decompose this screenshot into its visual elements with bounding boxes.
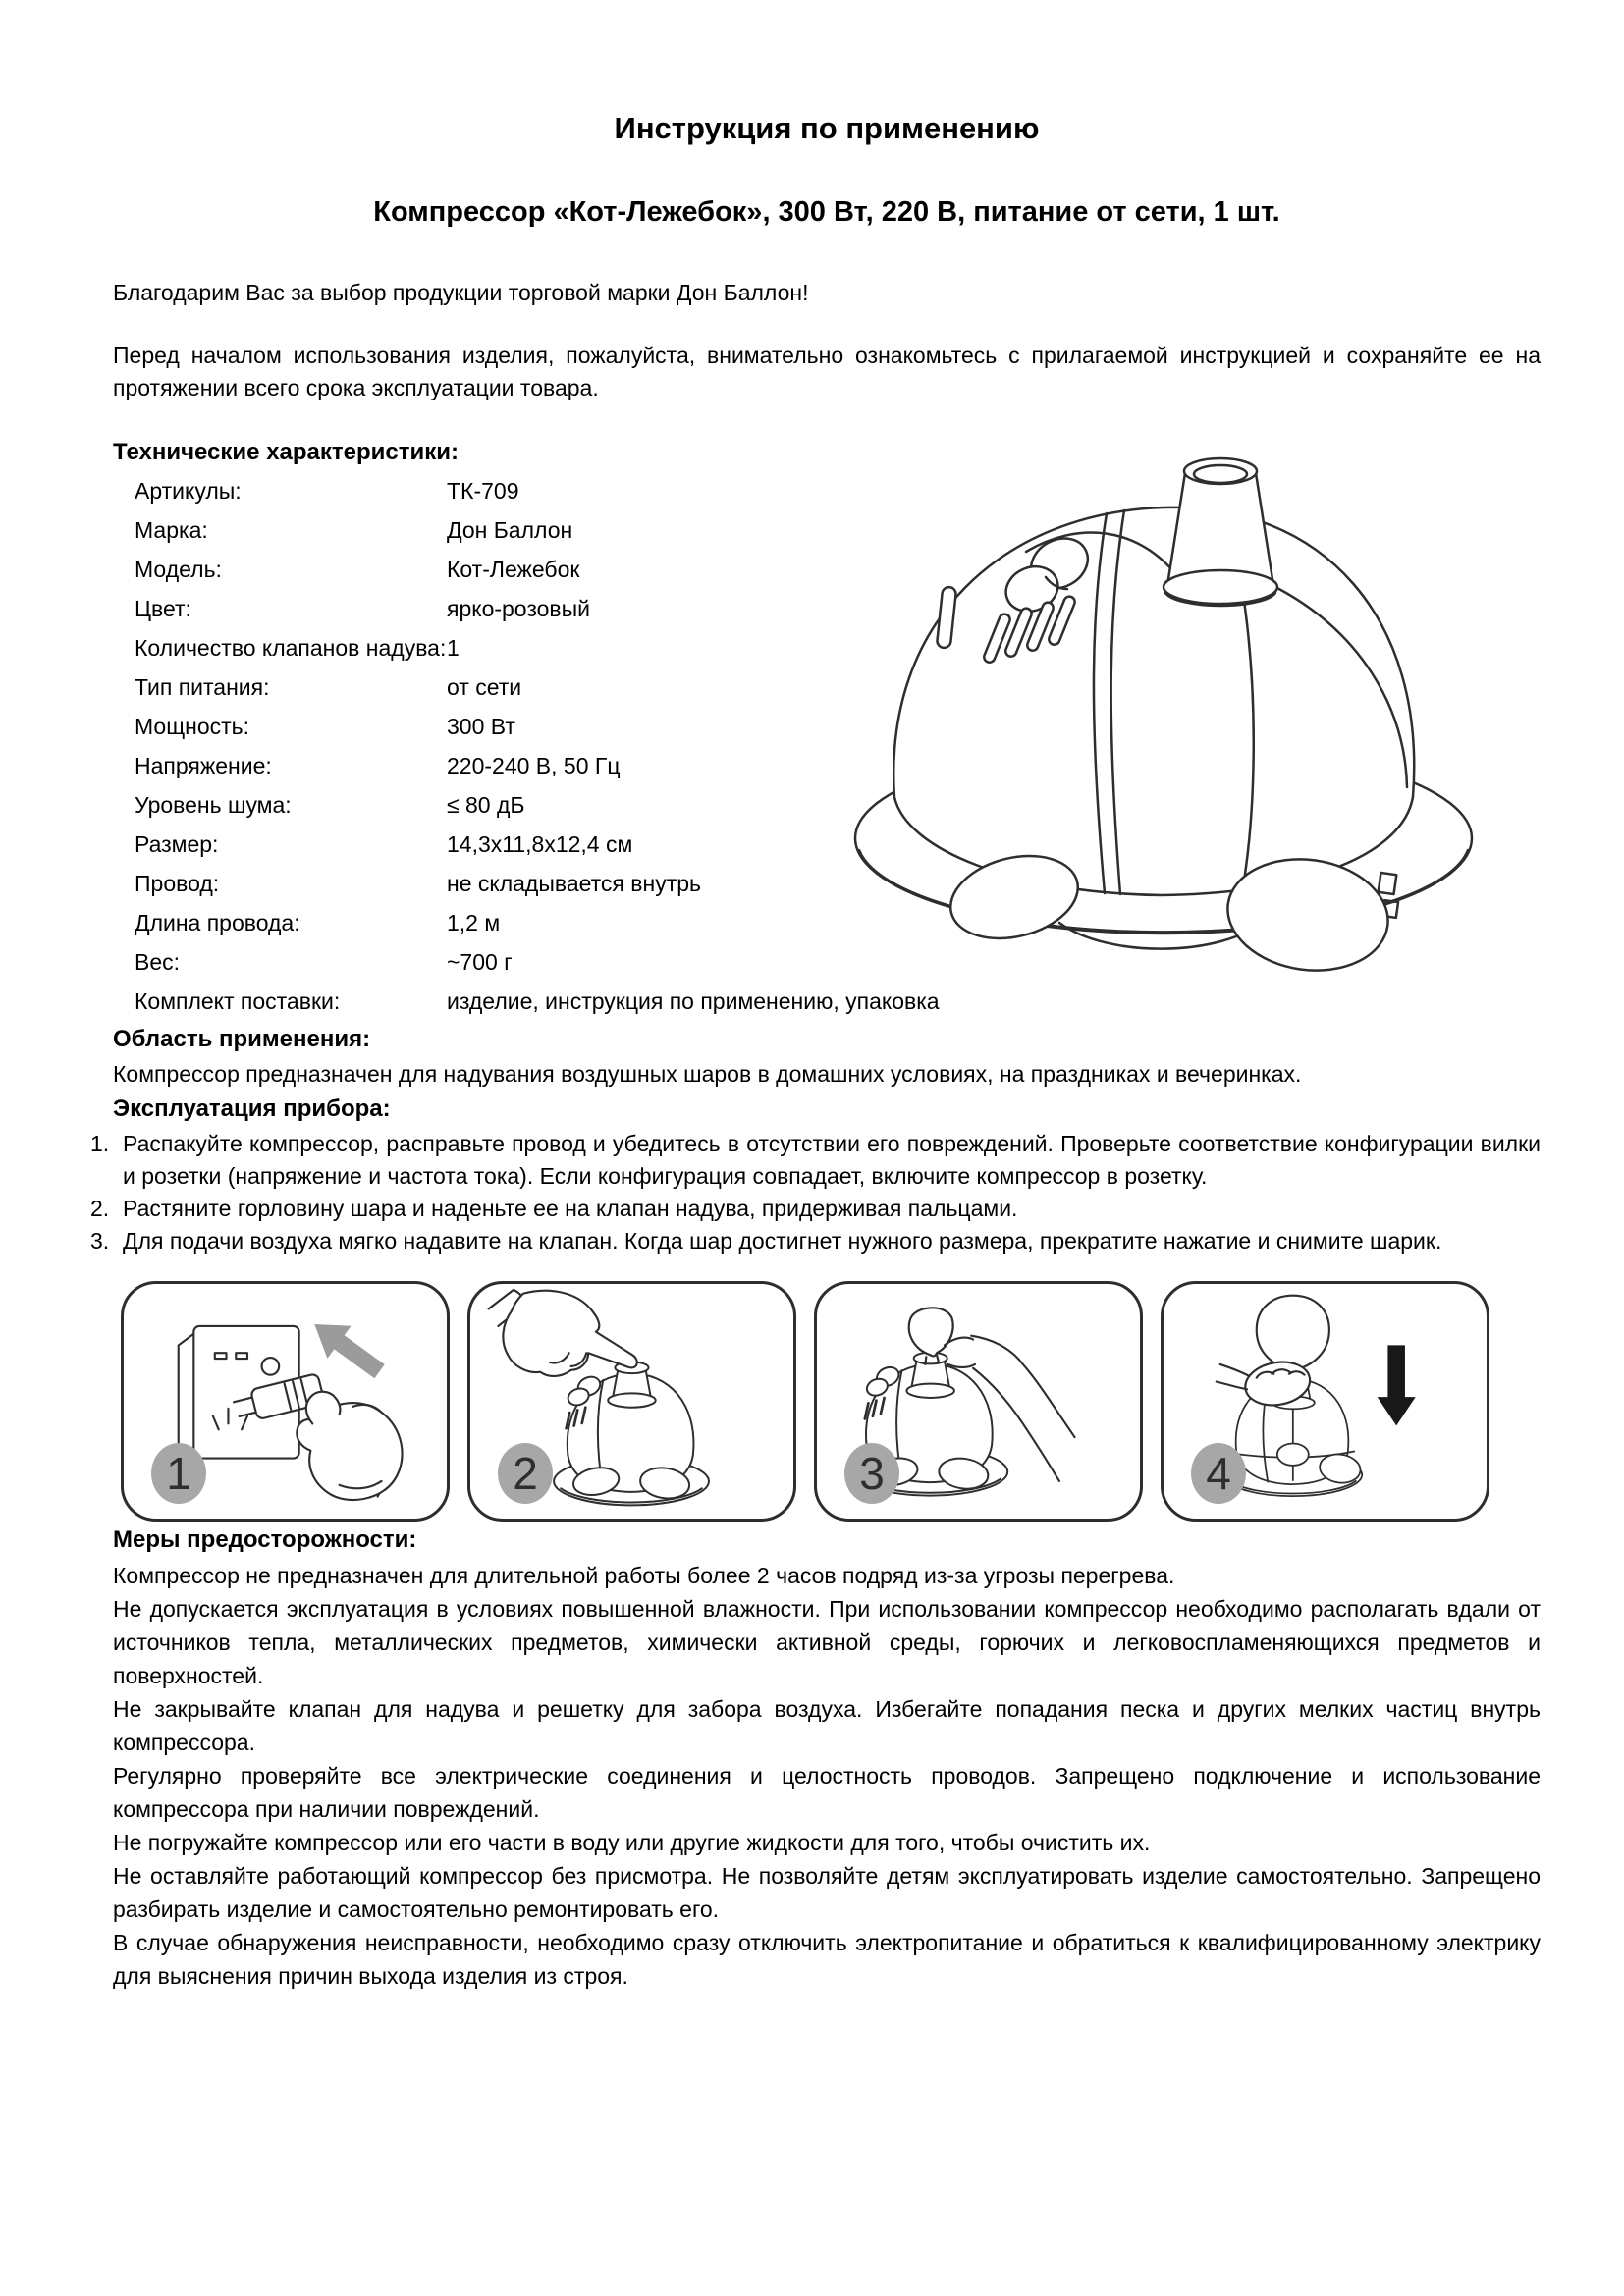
precaution-paragraph: Не оставляйте работающий компрессор без присмотра. Не позволяйте детям эксплуатировать изделие самостоятельно. Запрещено разбирать изделие и самостоятельно ремонтировать его. (113, 1863, 1541, 1922)
list-item-text: Для подачи воздуха мягко надавите на клапан. Когда шар достигнет нужного размера, прекратите нажатие и снимите шарик. (123, 1228, 1442, 1254)
spec-value: ярко-розовый (447, 595, 591, 621)
spec-value: не складывается внутрь (447, 870, 701, 896)
spec-value: ТК-709 (447, 477, 519, 504)
list-item (90, 1128, 1541, 1193)
scope-paragraph: Компрессор предназначен для надувания воздушных шаров в домашних условиях, на праздниках и вечеринках. (113, 1061, 1302, 1087)
spec-label: Провод: (135, 870, 220, 896)
spec-label: Количество клапанов надува: (135, 634, 447, 661)
list-item-number: 3. (90, 1228, 110, 1254)
list-item-number: 2. (90, 1196, 110, 1221)
spec-label: Мощность: (135, 713, 250, 739)
specs-section (113, 434, 1541, 1021)
spec-label: Уровень шума: (135, 791, 292, 818)
list-item (90, 1225, 1541, 1257)
spec-label: Длина провода: (135, 909, 300, 935)
spec-value: Дон Баллон (447, 516, 573, 543)
spec-value: 300 Вт (447, 713, 515, 739)
step-3-panel (814, 1281, 1143, 1522)
precaution-paragraph: Не погружайте компрессор или его части в воду или другие жидкости для того, чтобы очистить их. (113, 1830, 1151, 1855)
product-title: Компрессор «Кот-Лежебок», 300 Вт, 220 В, питание от сети, 1 шт. (373, 196, 1280, 228)
spec-label: Вес: (135, 948, 181, 975)
spec-value: ≤ 80 дБ (447, 791, 525, 818)
operation-heading: Эксплуатация прибора: (113, 1095, 391, 1122)
table-row (135, 982, 977, 1021)
compressor-line-drawing (812, 385, 1499, 974)
operation-list (90, 1128, 1541, 1257)
thanks-paragraph: Благодарим Вас за выбор продукции торговой марки Дон Баллон! (113, 280, 809, 305)
list-item-number: 1. (90, 1131, 110, 1156)
spec-label: Размер: (135, 830, 219, 857)
spec-label: Артикулы: (135, 477, 242, 504)
spec-label: Тип питания: (135, 673, 270, 700)
spec-value: 220-240 В, 50 Гц (447, 752, 621, 778)
step-2-panel (467, 1281, 796, 1522)
scope-heading: Область применения: (113, 1026, 371, 1052)
spec-label: Напряжение: (135, 752, 272, 778)
spec-label: Марка: (135, 516, 208, 543)
list-item (90, 1193, 1541, 1225)
spec-value: 14,3х11,8х12,4 см (447, 830, 633, 857)
spec-value: ~700 г (447, 948, 513, 975)
step-number-badge: 2 (498, 1443, 553, 1504)
step-1-panel (121, 1281, 450, 1522)
specs-heading: Технические характеристики: (113, 439, 460, 465)
spec-label: Комплект поставки: (135, 988, 341, 1014)
spec-label: Модель: (135, 556, 222, 582)
step-number-badge: 1 (151, 1443, 206, 1504)
precautions-section (113, 1559, 1541, 1993)
page-title: Инструкция по применению (614, 111, 1040, 145)
list-item-text: Распакуйте компрессор, расправьте провод и убедитесь в отсутствии его повреждений. Проверьте соответствие конфигурации вилки и розетки (напряжение и частота тока). Если конфигурация совпадает, включите компрессор в розетку. (123, 1131, 1541, 1189)
precaution-paragraph: Компрессор не предназначен для длительной работы более 2 часов подряд из-за угрозы перегрева. (113, 1563, 1175, 1588)
precaution-paragraph: Регулярно проверяйте все электрические соединения и целостность проводов. Запрещено подключение и использование компрессора при наличии повреждений. (113, 1763, 1541, 1822)
precautions-heading: Меры предосторожности: (113, 1526, 417, 1553)
step-4-panel (1161, 1281, 1489, 1522)
list-item-text: Растяните горловину шара и наденьте ее на клапан надува, придерживая пальцами. (123, 1196, 1018, 1221)
precaution-paragraph: В случае обнаружения неисправности, необходимо сразу отключить электропитание и обратиться к квалифицированному электрику для выяснения причин выхода изделия из строя. (113, 1930, 1541, 1989)
step-number-badge: 3 (844, 1443, 899, 1504)
spec-label: Цвет: (135, 595, 191, 621)
step-number-badge: 4 (1191, 1443, 1246, 1504)
spec-value: Кот-Лежебок (447, 556, 580, 582)
spec-value: от сети (447, 673, 522, 700)
notice-paragraph: Перед началом использования изделия, пожалуйста, внимательно ознакомьтесь с прилагаемой инструкцией и сохраняйте ее на протяжении всего срока эксплуатации товара. (113, 343, 1541, 400)
precaution-paragraph: Не допускается эксплуатация в условиях повышенной влажности. При использовании компрессор необходимо располагать вдали от источников тепла, металлических предметов, химически активной среды, горючих и легковоспламеняющихся предметов и поверхностей. (113, 1596, 1541, 1688)
spec-value: изделие, инструкция по применению, упаковка (447, 988, 940, 1014)
precaution-paragraph: Не закрывайте клапан для надува и решетку для забора воздуха. Избегайте попадания песка и других мелких частиц внутрь компрессора. (113, 1696, 1541, 1755)
step-illustrations-row (121, 1281, 1541, 1522)
spec-value: 1 (447, 634, 460, 661)
spec-value: 1,2 м (447, 909, 501, 935)
